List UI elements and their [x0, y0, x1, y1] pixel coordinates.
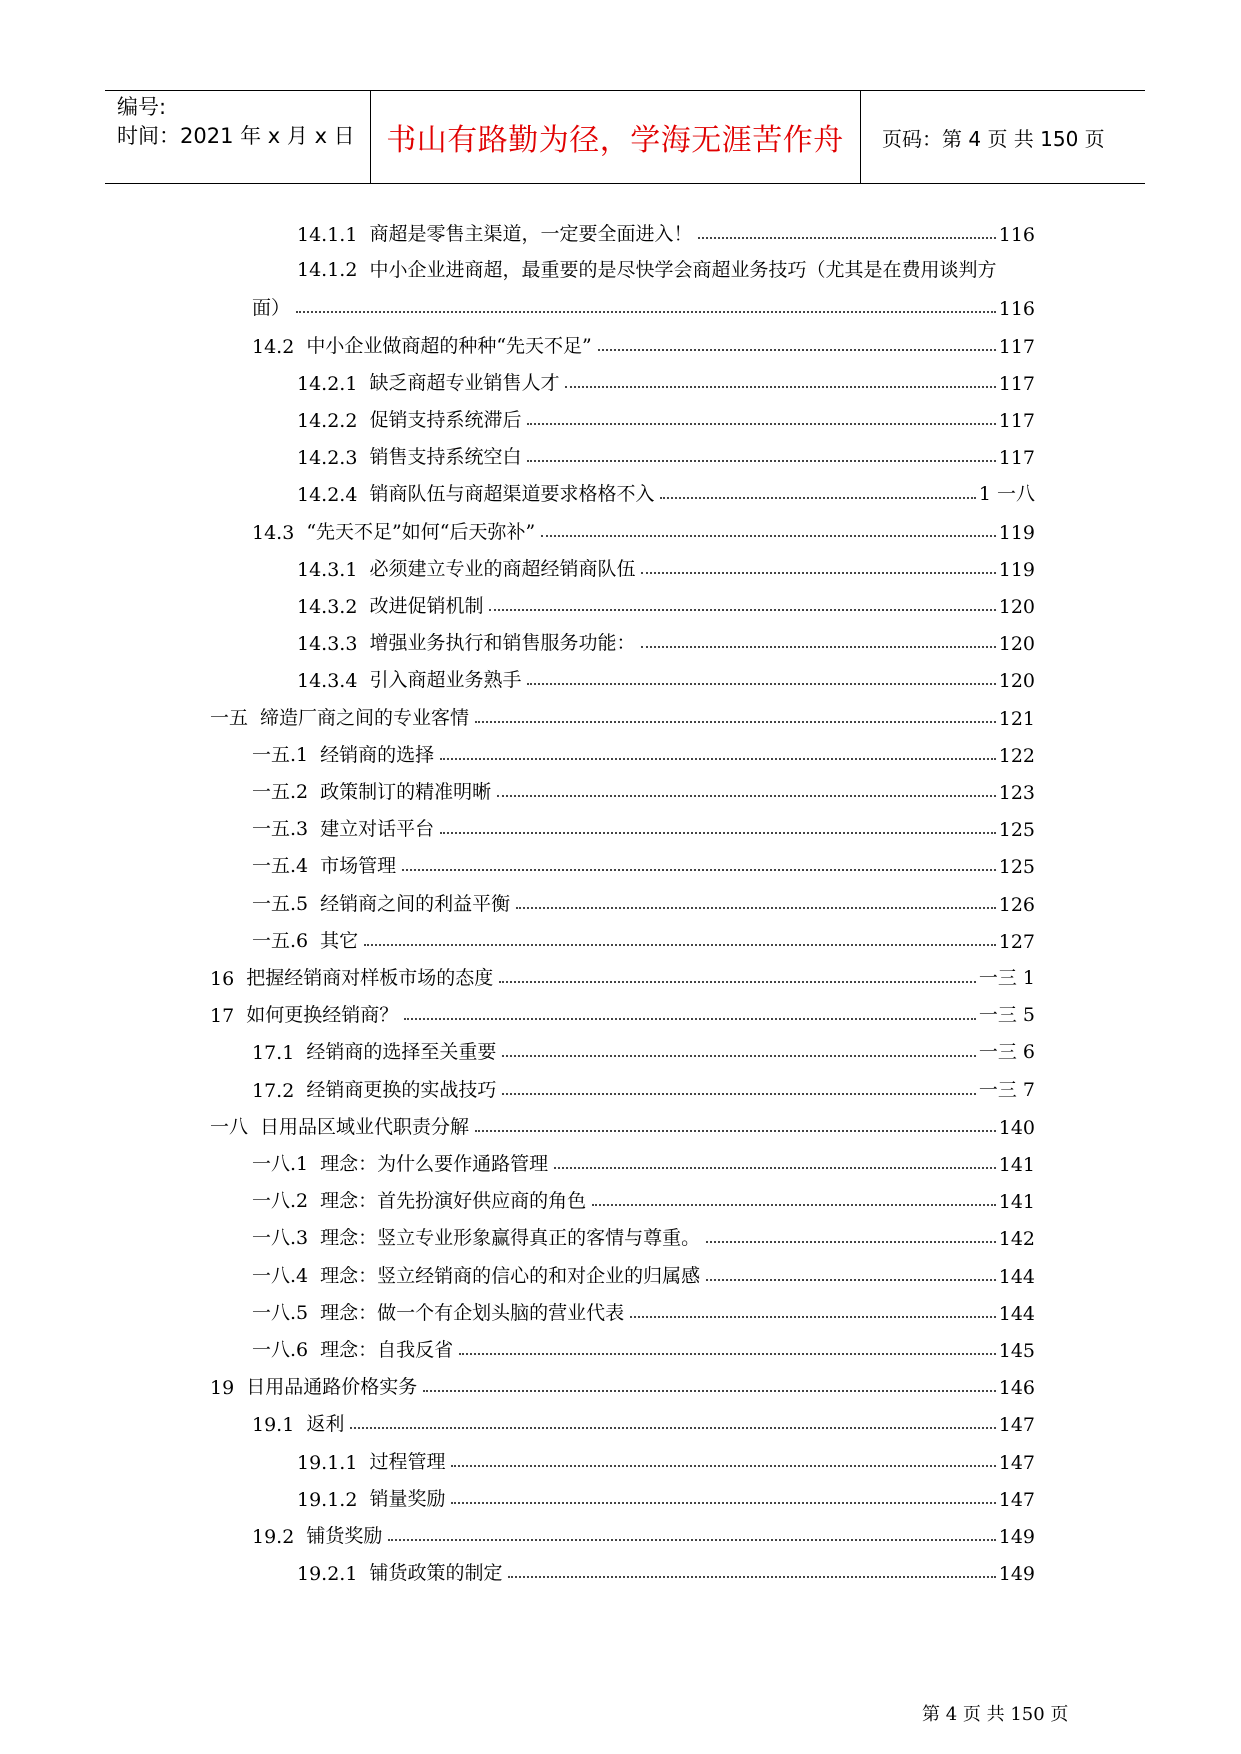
toc-entry[interactable]	[297, 1549, 1035, 1585]
header-page-label: 页码：第 4 页 共 150 页	[882, 126, 1105, 151]
toc-entry[interactable]	[252, 880, 1035, 916]
page-header	[105, 90, 1145, 184]
toc-entry[interactable]	[297, 396, 1035, 432]
toc-entry-title: 改进促销机制	[369, 595, 484, 617]
toc-entry[interactable]	[252, 284, 1035, 320]
document-number-label: 编号:	[117, 95, 167, 119]
toc-entry-number: 一五.3	[252, 818, 309, 841]
toc-entry[interactable]	[210, 1363, 1035, 1399]
toc-entry-title: 商超是零售主渠道，一定要全面进入！	[369, 223, 693, 245]
toc-entry[interactable]	[252, 731, 1035, 767]
toc-entry-page: 120	[998, 596, 1035, 618]
toc-entry-number: 14.2.2	[297, 410, 358, 432]
toc-entry-number: 一八.5	[252, 1301, 309, 1324]
toc-entry-page: 142	[998, 1228, 1035, 1251]
toc-dot-leader	[497, 795, 996, 797]
toc-entry-title: 理念：为什么要作通路管理	[320, 1153, 549, 1175]
toc-entry-title: 销量奖励	[369, 1487, 446, 1510]
toc-dot-leader	[698, 237, 995, 239]
toc-entry-title: 铺货奖励	[306, 1525, 383, 1547]
toc-entry-number: 一八	[210, 1115, 249, 1138]
toc-entry[interactable]	[297, 582, 1035, 618]
toc-entry-title: 把握经销商对样板市场的态度	[246, 967, 494, 989]
toc-entry-number: 19.1.2	[297, 1488, 358, 1511]
toc-entry-title: 日用品通路价格实务	[246, 1376, 418, 1399]
toc-entry[interactable]	[252, 1214, 1035, 1250]
toc-entry-page: 144	[998, 1265, 1035, 1288]
toc-entry-title: 销商队伍与商超渠道要求格格不入	[369, 483, 655, 506]
toc-entry-page: 一三 1	[978, 967, 1035, 989]
toc-entry-title: 经销商之间的利益平衡	[320, 892, 511, 915]
toc-entry-page: 146	[998, 1377, 1035, 1400]
toc-entry-page: 一三 5	[978, 1004, 1035, 1027]
toc-dot-leader	[440, 832, 996, 834]
toc-entry-title: 返利	[306, 1413, 345, 1436]
toc-entry-page: 117	[998, 335, 1035, 358]
toc-entry-number: 一五	[210, 706, 249, 729]
toc-entry-title: “先天不足”如何“后天弥补”	[306, 520, 536, 543]
toc-entry-title: 理念：竖立专业形象赢得真正的客情与尊重。	[320, 1227, 701, 1250]
toc-entry-page: 116	[998, 224, 1035, 246]
toc-dot-leader	[598, 349, 996, 351]
toc-entry-page: 122	[998, 744, 1035, 767]
toc-entry-number: 14.3.4	[297, 670, 358, 693]
toc-entry-page: 144	[998, 1302, 1035, 1325]
toc-entry-page: 1 一八	[978, 483, 1035, 506]
toc-entry[interactable]	[252, 1400, 1035, 1436]
toc-entry-number: 17	[210, 1005, 235, 1028]
toc-entry-number: 一五.2	[252, 781, 309, 803]
toc-entry-page: 126	[998, 893, 1035, 916]
toc-entry[interactable]	[252, 1177, 1035, 1213]
toc-entry-title: 建立对话平台	[320, 818, 435, 841]
toc-entry[interactable]	[252, 805, 1035, 841]
toc-entry-number: 14.3.3	[297, 633, 358, 656]
toc-entry-number: 一五.1	[252, 743, 309, 766]
toc-dot-leader	[440, 758, 996, 760]
toc-entry-number: 17.1	[252, 1042, 295, 1065]
toc-entry[interactable]	[297, 545, 1035, 581]
toc-entry-title: 引入商超业务熟手	[369, 669, 522, 692]
toc-dot-leader	[706, 1241, 996, 1243]
toc-entry-title: 中小企业做商超的种种“先天不足”	[306, 334, 592, 357]
toc-entry[interactable]	[252, 1326, 1035, 1362]
toc-entry-title: 销售支持系统空白	[369, 446, 522, 469]
toc-entry[interactable]	[210, 1103, 1035, 1139]
toc-entry[interactable]	[252, 1140, 1035, 1176]
toc-entry[interactable]	[297, 210, 1035, 246]
toc-entry-number: 14.3.1	[297, 558, 358, 581]
toc-entry[interactable]	[252, 508, 1035, 544]
toc-entry-number: 14.2	[252, 335, 295, 358]
toc-entry-title: 理念：做一个有企划头脑的营业代表	[320, 1301, 625, 1324]
toc-entry-page: 117	[998, 410, 1035, 432]
toc-entry-page: 149	[998, 1526, 1035, 1548]
toc-entry-number: 14.1.1	[297, 224, 358, 246]
toc-dot-leader	[451, 1502, 995, 1504]
toc-entry-title: 必须建立专业的商超经销商队伍	[369, 557, 636, 580]
toc-dot-leader	[502, 1093, 976, 1095]
header-motto: 书山有路勤为径，学海无涯苦作舟	[386, 123, 844, 158]
toc-entry[interactable]	[297, 470, 1035, 506]
toc-entry-title: 理念：竖立经销商的信心的和对企业的归属感	[320, 1264, 701, 1287]
toc-dot-leader	[402, 869, 996, 871]
toc-dot-leader	[296, 311, 996, 313]
toc-entry[interactable]	[297, 656, 1035, 692]
toc-entry-page: 117	[998, 372, 1035, 395]
toc-entry[interactable]	[252, 322, 1035, 358]
toc-entry-title: 经销商的选择	[320, 743, 435, 766]
toc-dot-leader	[641, 572, 995, 574]
toc-dot-leader	[388, 1539, 995, 1541]
toc-dot-leader	[527, 683, 995, 685]
toc-entry[interactable]	[297, 359, 1035, 395]
toc-entry[interactable]	[210, 991, 1035, 1027]
toc-entry-number: 一五.6	[252, 929, 309, 952]
document-time-label: 时间：2021 年 x 月 x 日	[117, 124, 355, 148]
toc-entry-number: 19.2	[252, 1526, 295, 1548]
toc-entry-title: 经销商更换的实战技巧	[306, 1078, 497, 1101]
toc-entry-page: 121	[998, 707, 1035, 730]
toc-entry-page: 147	[998, 1414, 1035, 1437]
toc-dot-leader	[508, 1576, 995, 1578]
toc-entry-page: 147	[998, 1488, 1035, 1511]
toc-entry[interactable]	[252, 768, 1035, 804]
toc-entry[interactable]	[252, 1289, 1035, 1325]
toc-entry-title: 过程管理	[369, 1450, 446, 1473]
toc-entry-page: 149	[998, 1563, 1035, 1586]
toc-dot-leader	[459, 1353, 996, 1355]
toc-entry-number: 一八.2	[252, 1190, 309, 1213]
toc-dot-leader	[489, 609, 995, 611]
toc-entry-title: 增强业务执行和销售服务功能：	[369, 632, 636, 655]
toc-entry[interactable]	[252, 1066, 1035, 1102]
page-footer: 第 4 页 共 150 页	[922, 1704, 1069, 1725]
toc-dot-leader	[527, 423, 995, 425]
toc-entry-page: 119	[998, 558, 1035, 581]
toc-entry-title: 促销支持系统滞后	[369, 409, 522, 431]
toc-entry-page: 117	[998, 447, 1035, 470]
toc-entry-number: 19.1.1	[297, 1451, 358, 1474]
toc-dot-leader	[565, 386, 995, 388]
toc-entry-title: 缔造厂商之间的专业客情	[260, 706, 470, 729]
toc-entry-number: 一五.4	[252, 855, 309, 878]
toc-entry-wrapped-line[interactable]	[297, 255, 1035, 282]
toc-entry-number: 14.2.3	[297, 447, 358, 470]
toc-entry-page: 一三 7	[978, 1078, 1035, 1101]
toc-entry[interactable]	[252, 1028, 1035, 1064]
toc-entry-number: 19	[210, 1377, 235, 1400]
toc-entry-title: 缺乏商超专业销售人才	[369, 371, 560, 394]
toc-dot-leader	[451, 1465, 995, 1467]
toc-dot-leader	[475, 721, 996, 723]
toc-entry[interactable]	[252, 917, 1035, 953]
toc-entry-title: 日用品区域业代职责分解	[260, 1115, 470, 1138]
toc-entry[interactable]	[297, 619, 1035, 655]
toc-entry[interactable]	[297, 433, 1035, 469]
toc-dot-leader	[423, 1390, 996, 1392]
toc-entry-number: 17.2	[252, 1079, 295, 1102]
toc-dot-leader	[527, 460, 995, 462]
toc-entry-page: 127	[998, 930, 1035, 953]
toc-entry[interactable]	[252, 1512, 1035, 1548]
toc-dot-leader	[554, 1167, 996, 1169]
toc-entry[interactable]	[210, 694, 1035, 730]
toc-entry-title: 如何更换经销商？	[246, 1004, 399, 1027]
toc-entry-number: 一八.4	[252, 1264, 309, 1287]
toc-entry[interactable]	[297, 1438, 1035, 1474]
toc-entry-number: 14.3.2	[297, 596, 358, 618]
toc-entry-title: 理念：首先扮演好供应商的角色	[320, 1190, 587, 1213]
toc-dot-leader	[502, 1055, 976, 1057]
toc-entry-page: 125	[998, 856, 1035, 879]
toc-entry[interactable]	[252, 842, 1035, 878]
toc-entry-title: 其它	[320, 929, 359, 952]
toc-entry-number: 19.2.1	[297, 1563, 358, 1586]
toc-entry-title: 政策制订的精准明晰	[320, 781, 492, 803]
toc-dot-leader	[499, 981, 976, 983]
toc-entry[interactable]	[252, 1252, 1035, 1288]
toc-entry-title: 理念：自我反省	[320, 1339, 454, 1361]
toc-dot-leader	[641, 646, 995, 648]
toc-dot-leader	[364, 944, 996, 946]
toc-entry-title: 经销商的选择至关重要	[306, 1041, 497, 1064]
toc-dot-leader	[592, 1204, 996, 1206]
toc-entry-page: 141	[998, 1154, 1035, 1176]
toc-entry[interactable]	[210, 954, 1035, 990]
toc-dot-leader	[404, 1018, 976, 1020]
toc-entry-number: 14.1.2	[297, 259, 358, 282]
toc-dot-leader	[475, 1130, 996, 1132]
toc-entry-number: 一八.1	[252, 1153, 309, 1175]
toc-entry-title: 中小企业进商超，最重要的是尽快学会商超业务技巧（尤其是在费用谈判方	[369, 259, 997, 282]
toc-dot-leader	[660, 497, 975, 499]
toc-dot-leader	[630, 1316, 996, 1318]
toc-entry-number: 16	[210, 968, 235, 990]
toc-entry-number: 14.3	[252, 521, 295, 544]
toc-entry-page: 145	[998, 1340, 1035, 1362]
header-meta	[117, 93, 367, 151]
toc-entry-page: 120	[998, 670, 1035, 693]
toc-entry-page: 147	[998, 1451, 1035, 1474]
toc-entry-page: 141	[998, 1191, 1035, 1214]
toc-entry-number: 19.1	[252, 1414, 295, 1437]
toc-dot-leader	[516, 907, 996, 909]
toc-entry-page: 120	[998, 633, 1035, 656]
toc-entry[interactable]	[297, 1475, 1035, 1511]
toc-dot-leader	[706, 1279, 996, 1281]
toc-entry-title: 铺货政策的制定	[369, 1562, 503, 1585]
toc-dot-leader	[350, 1427, 995, 1429]
toc-entry-number: 14.2.4	[297, 484, 358, 507]
toc-entry-page: 一三 6	[978, 1041, 1035, 1064]
toc-entry-number: 一八.6	[252, 1339, 309, 1361]
toc-dot-leader	[541, 535, 996, 537]
toc-entry-number: 14.2.1	[297, 372, 358, 395]
toc-entry-title-continued: 面）	[252, 297, 291, 320]
toc-entry-page: 123	[998, 782, 1035, 804]
toc-entry-page: 116	[998, 298, 1035, 321]
toc-entry-number: 一八.3	[252, 1227, 309, 1250]
toc-entry-page: 140	[998, 1116, 1035, 1139]
toc-entry-page: 119	[998, 521, 1035, 544]
toc-entry-page: 125	[998, 819, 1035, 842]
toc-entry-number: 一五.5	[252, 892, 309, 915]
toc-entry-title: 市场管理	[320, 855, 397, 878]
